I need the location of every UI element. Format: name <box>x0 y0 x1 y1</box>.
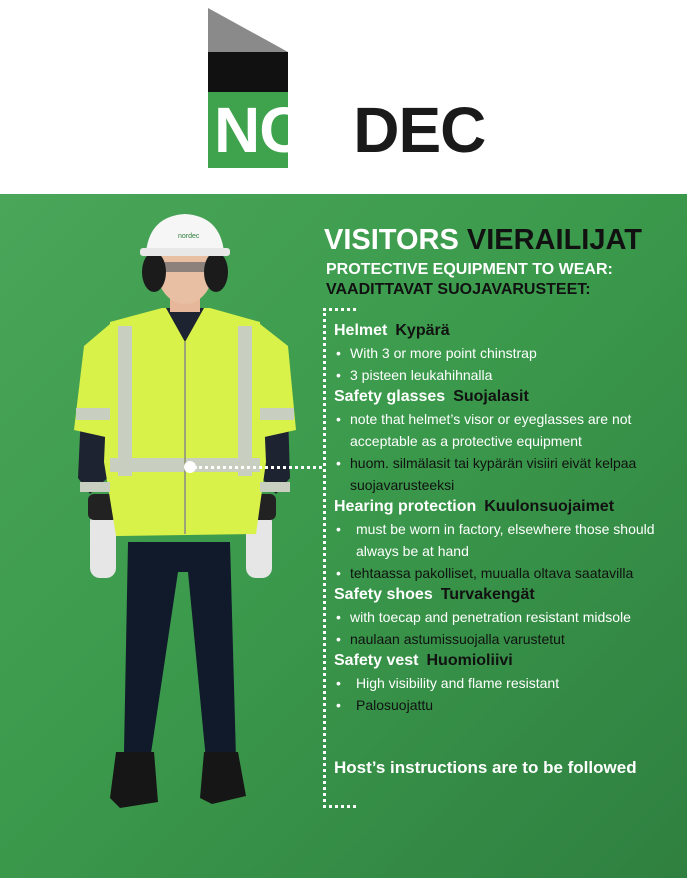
list-item: • tehtaassa pakolliset, muualla oltava saatavilla <box>334 562 684 584</box>
list-item: • note that helmet’s visor or eyeglasses are not acceptable as a protective equipment <box>334 408 684 452</box>
hearing-protection-right <box>204 252 228 292</box>
logo-dec: DEC <box>353 94 486 166</box>
subtitle-fi: VAADITTAVAT SUOJAVARUSTEET: <box>326 281 591 298</box>
list-item: • naulaan astumissuojalla varustetut <box>334 628 684 650</box>
section-title-fi: Huomioliivi <box>426 652 513 669</box>
section-helmet <box>334 320 684 342</box>
section-title-en: Safety vest <box>334 652 419 669</box>
pointer-line <box>194 466 322 469</box>
list-item: • with toecap and penetration resistant midsole <box>334 606 684 628</box>
hearing-protection-left <box>142 252 166 292</box>
section-safety-glasses <box>334 386 684 408</box>
helmet-logo: nordec <box>178 233 200 240</box>
section-safety-shoes <box>334 584 684 606</box>
section-title-en: Hearing protection <box>334 498 477 515</box>
equipment-list <box>334 320 684 716</box>
shoes-items <box>334 606 684 650</box>
helmet-items <box>334 342 684 386</box>
section-title-fi: Turvakengät <box>440 586 535 603</box>
safety-glasses <box>162 262 208 272</box>
person-in-protective-gear <box>70 212 300 838</box>
logo-nor: NOR <box>214 94 354 166</box>
section-title-en: Safety glasses <box>334 388 446 405</box>
logo-wordmark <box>214 90 485 170</box>
page-title <box>324 224 642 256</box>
list-item: • With 3 or more point chinstrap <box>334 342 684 364</box>
safety-shoe-right <box>200 752 246 804</box>
section-title-fi: Kuulonsuojaimet <box>484 498 615 515</box>
safety-shoe-left <box>110 752 158 808</box>
logo-triangle-icon <box>208 8 288 92</box>
subtitle-en: PROTECTIVE EQUIPMENT TO WEAR: <box>326 261 613 278</box>
list-item: • must be worn in factory, elsewhere those should always be at hand <box>334 518 684 562</box>
section-title-fi: Suojalasit <box>453 388 529 405</box>
nordec-logo <box>208 8 484 168</box>
list-item: • 3 pisteen leukahihnalla <box>334 364 684 386</box>
title-fi: VIERAILIJAT <box>466 224 642 256</box>
list-item: • High visibility and flame resistant <box>334 672 684 694</box>
glasses-items <box>334 408 684 496</box>
section-title-en: Safety shoes <box>334 586 433 603</box>
list-item: • huom. silmälasit tai kypärän visiiri eivät kelpaa suojavarusteeksi <box>334 452 684 496</box>
section-title-fi: Kypärä <box>395 322 450 339</box>
list-item: • Palosuojattu <box>334 694 684 716</box>
section-title-en: Helmet <box>334 322 388 339</box>
hearing-items <box>334 518 684 584</box>
section-safety-vest <box>334 650 684 672</box>
vest-items <box>334 672 684 716</box>
section-hearing-protection <box>334 496 684 518</box>
glove-left <box>90 512 116 578</box>
title-en: VISITORS <box>324 224 459 256</box>
host-instructions-note: Host’s instructions are to be followed <box>334 758 637 777</box>
